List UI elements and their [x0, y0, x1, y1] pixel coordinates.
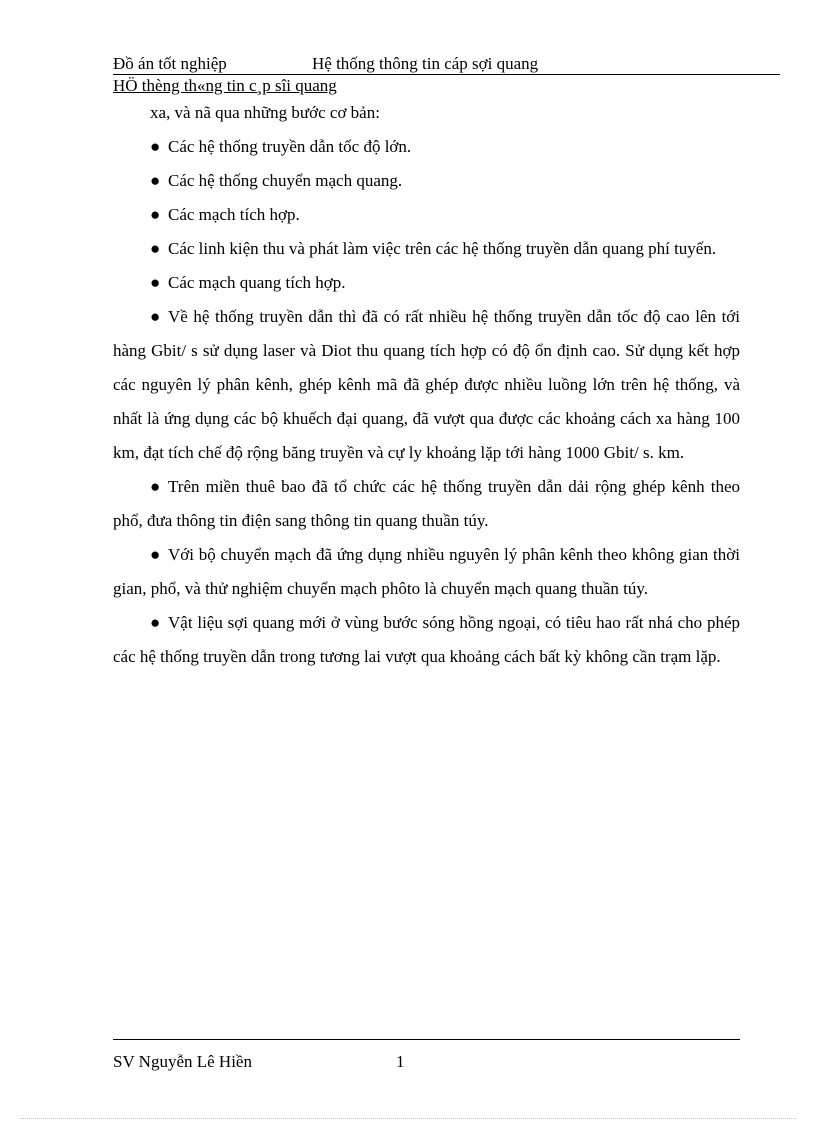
bullet-icon: ● [150, 239, 161, 258]
paragraph-intro: xa, và nã qua những bước cơ bản: [150, 103, 380, 122]
bullet-item: ● Các hệ thống truyền dẫn tốc độ lớn. [113, 130, 740, 164]
bullet-item: ● Các hệ thống chuyển mạch quang. [113, 164, 740, 198]
bullet-item: ● Về hệ thống truyền dẫn thì đã có rất nhiều hệ thống truyền dẫn tốc độ cao lên tới hàng Gbit/ s sử dụng laser và Diot thu quang tích hợp có độ ổn định cao. Sử dụng kết hợp các nguyên lý phân kênh, ghép kênh mã đã ghép được nhiều luồng lớn trên hệ thống, và nhất là ứng dụng các bộ khuếch đại quang, đã vượt qua được các khoảng cách xa hàng 100 km, đạt tích chế độ rộng băng truyền và cự ly khoảng lặp tới hàng 1000 Gbit/ s. km. [113, 300, 740, 470]
header-left-title: Đồ án tốt nghiệp [113, 54, 227, 73]
bullet-item: ● Các mạch tích hợp. [113, 198, 740, 232]
header-right-title: Hệ thống thông tin cáp sợi quang [312, 54, 539, 73]
page-header [113, 54, 780, 75]
bullet-icon: ● [150, 307, 161, 326]
bullet-item: ● Với bộ chuyển mạch đã ứng dụng nhiều nguyên lý phân kênh theo không gian thời gian, phổ, và thử nghiệm chuyển mạch phôto là chuyển mạch quang thuần túy. [113, 538, 740, 606]
bullet-icon: ● [150, 205, 161, 224]
page-number: 1 [396, 1052, 405, 1071]
bullet-icon: ● [150, 477, 161, 496]
page-bottom-edge [20, 1118, 796, 1119]
bullet-item: ● Vật liệu sợi quang mới ở vùng bước sóng hồng ngoại, có tiêu hao rất nhá cho phép các hệ thống truyền dẫn trong tương lai vượt qua khoảng cách bất kỳ không cần trạm lặp. [113, 606, 740, 674]
bullet-item: ● Trên miền thuê bao đã tổ chức các hệ thống truyền dẫn dải rộng ghép kênh theo phổ, đưa thông tin điện sang thông tin quang thuần túy. [113, 470, 740, 538]
footer-divider [113, 1039, 740, 1040]
bullet-icon: ● [150, 171, 161, 190]
document-body [113, 96, 740, 674]
bullet-icon: ● [150, 137, 161, 156]
bullet-item: ● Các mạch quang tích hợp. [113, 266, 740, 300]
section-heading: HÖ thèng th«ng tin c¸p sîi quang [113, 76, 337, 95]
bullet-item: ● Các linh kiện thu và phát làm việc trên các hệ thống truyền dẫn quang phí tuyến. [113, 232, 740, 266]
bullet-icon: ● [150, 273, 161, 292]
bullet-icon: ● [150, 545, 161, 564]
bullet-icon: ● [150, 613, 161, 632]
footer-author: SV Nguyễn Lê Hiền [113, 1052, 252, 1071]
